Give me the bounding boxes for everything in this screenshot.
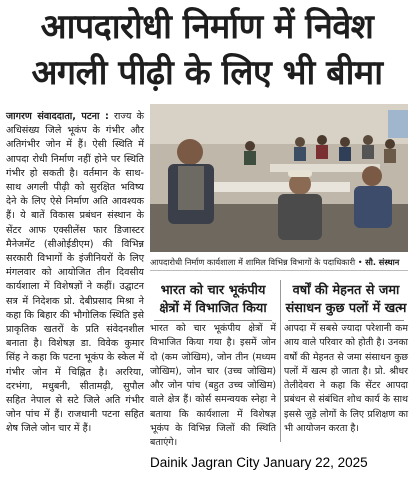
lead-article-text: राज्य के अधिसंख्य जिले भूकंप के गंभीर और अतिगंभीर जोन में हैं। ऐसी स्थिति में आपदा रोधी निर्माण नहीं होने पर स्थिति गंभीर हो सकती है। वर्तमान के साथ-साथ अगली पीढ़ी को सुरक्षित भविष्य देने के लिए ऐसे निर्माण अति आवश्यक हैं। ये बातें विकास प्रबंधन संस्थान के सेंटर आफ एक्सीलेंस फार डिजास्टर मैनेजमेंट (सीओईडीएम) की विभिन्न सरकारी विभागों के इंजीनियरों के लिए मंगलवार को आयोजित तीन दिवसीय कार्यशाला में विशेषज्ञों ने कहीं। उद्घाटन सत्र में निदेशक प्रो. देबीप्रसाद मिश्रा ने कहा कि बिहार की भौगोलिक स्थिति इसे प्राकृतिक खतरों के प्रति संवेदनशील बनाता है। विशेषज्ञ डा. विवेक कुमार सिंह ने कहा कि पटना भूकंप के स्केल में गंभीर जोन में चिह्नित है। अररिया, दरभंगा, मधुबनी, सीतामढ़ी, सुपौल सहित नेपाल से सटे जिले अति गंभीर जोन पांच में हैं। राजधानी पटना सहित शेष जिले जोन चार में हैं। [6, 111, 144, 435]
story-2-text: आपदा में सबसे ज्यादा परेशानी कम आय वाले परिवार को होती है। उनका वर्षों की मेहनत से जमा संसाधन कुछ पलों में खत्म हो जाता है। प्रो. श्रीधर तेलीदेवरा ने कहा कि सेंटर आपदा प्रबंधन से संबंधित शोध कार्य के साथ इससे जुड़े लोगों के लिए प्रशिक्षण का भी आयोजन करता है। [284, 323, 408, 435]
workshop-photo-illustration [150, 104, 408, 252]
headline [6, 4, 408, 96]
photo-caption [150, 254, 408, 271]
headline-line-1: आपदारोधी निर्माण में निवेश [40, 7, 374, 47]
photo-credit: सौ. संस्थान [365, 257, 400, 267]
photo-caption-text: आपदारोधी निर्माण कार्यशाला में शामिल विभिन्न विभागों के पदाधिकारी [150, 257, 356, 267]
story-2-heading: वर्षों की मेहनत से जमा संसाधन कुछ पलों में खत्म [285, 283, 407, 316]
story-1-text: भारत को चार भूकंपीय क्षेत्रों में विभाजित किया गया है। इसमें जोन दो (कम जोखिम), जोन तीन (मध्यम जोखिम), जोन चार (उच्च जोखिम) और जोन पांच (बहुत उच्च जोखिम) वाले क्षेत्र हैं। कोर्स समन्वयक स्नेहा ने बताया कि कार्यशाला में विशेषज्ञ भूकंप के विभिन्न जिलों की स्थिति बताएंगे। [150, 323, 276, 449]
caption-separator: • [357, 257, 366, 267]
source-footer: Dainik Jagran City January 22, 2025 [150, 455, 368, 470]
byline: जागरण संवाददाता, पटना : [6, 111, 109, 122]
news-photo [150, 104, 408, 252]
column-divider [280, 280, 281, 442]
story-2-heading-rule [288, 320, 404, 321]
story-1-heading: भारत को चार भूकंपीय क्षेत्रों में विभाजित किया [159, 283, 267, 316]
story-1-heading-rule [154, 320, 272, 321]
headline-line-2: अगली पीढ़ी के लिए भी बीमा [31, 53, 383, 93]
lead-article [6, 110, 144, 450]
